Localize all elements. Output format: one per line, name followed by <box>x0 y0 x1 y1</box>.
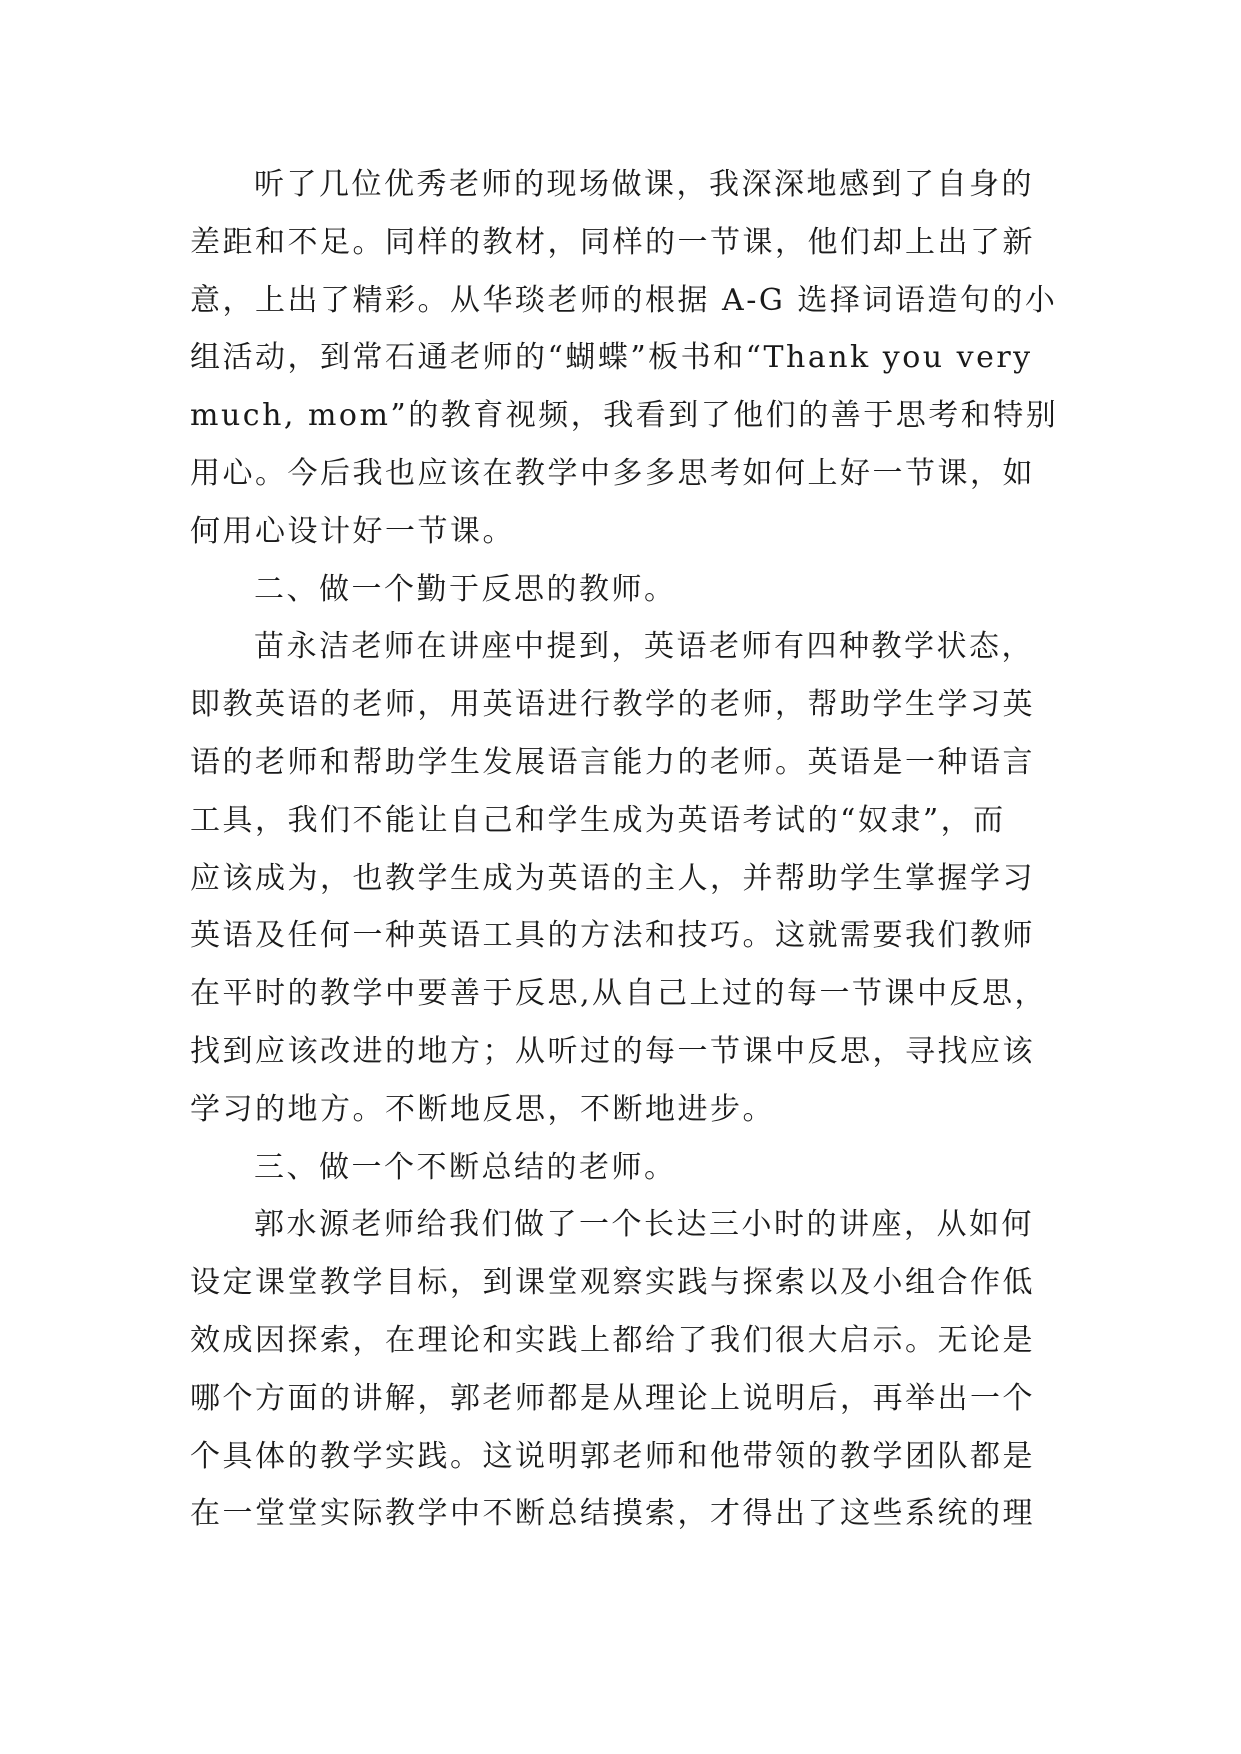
section-heading: 三、做一个不断总结的老师。 <box>254 1149 677 1185</box>
paragraph-3-line: 个具体的教学实践。这说明郭老师和他带领的教学团队都是 <box>190 1438 1035 1474</box>
paragraph-1-line: 何用心设计好一节课。 <box>190 513 515 549</box>
paragraph-3-line: 效成因探索，在理论和实践上都给了我们很大启示。无论是 <box>190 1322 1035 1358</box>
section-heading: 二、做一个勤于反思的教师。 <box>254 571 677 607</box>
paragraph-2-line: 应该成为，也教学生成为英语的主人，并帮助学生掌握学习 <box>190 860 1035 896</box>
paragraph-2-line: 即教英语的老师，用英语进行教学的老师，帮助学生学习英 <box>190 687 1035 723</box>
paragraph-2-line: 苗永洁老师在讲座中提到，英语老师有四种教学状态， <box>254 629 1034 665</box>
paragraph-3-line: 郭水源老师给我们做了一个长达三小时的讲座，从如何 <box>254 1207 1034 1243</box>
paragraph-1-line: 组活动，到常石通老师的“蝴蝶”板书和“Thank you very <box>190 340 1033 376</box>
paragraph-3-line: 设定课堂教学目标，到课堂观察实践与探索以及小组合作低 <box>190 1265 1035 1301</box>
paragraph-2-line: 学习的地方。不断地反思，不断地进步。 <box>190 1091 775 1127</box>
paragraph-1-line: 差距和不足。同样的教材，同样的一节课，他们却上出了新 <box>190 224 1035 260</box>
paragraph-1-line: 用心。今后我也应该在教学中多多思考如何上好一节课，如 <box>190 455 1035 491</box>
paragraph-3-line: 哪个方面的讲解，郭老师都是从理论上说明后，再举出一个 <box>190 1380 1035 1416</box>
paragraph-2-line: 英语及任何一种英语工具的方法和技巧。这就需要我们教师 <box>190 918 1035 954</box>
paragraph-1-line: 意，上出了精彩。从华琰老师的根据 A-G 选择词语造句的小 <box>190 282 1058 318</box>
paragraph-2-line: 工具，我们不能让自己和学生成为英语考试的“奴隶”，而 <box>190 802 1006 838</box>
paragraph-2-line: 语的老师和帮助学生发展语言能力的老师。英语是一种语言 <box>190 744 1035 780</box>
paragraph-1-line: much, mom”的教育视频，我看到了他们的善于思考和特别 <box>190 398 1059 434</box>
paragraph-1-line: 听了几位优秀老师的现场做课，我深深地感到了自身的 <box>254 167 1034 202</box>
paragraph-3-line: 在一堂堂实际教学中不断总结摸索，才得出了这些系统的理 <box>190 1496 1035 1532</box>
paragraph-2-line: 在平时的教学中要善于反思,从自己上过的每一节课中反思， <box>190 976 1048 1012</box>
document-body <box>190 156 1059 1543</box>
paragraph-2-line: 找到应该改进的地方；从听过的每一节课中反思，寻找应该 <box>190 1033 1035 1069</box>
